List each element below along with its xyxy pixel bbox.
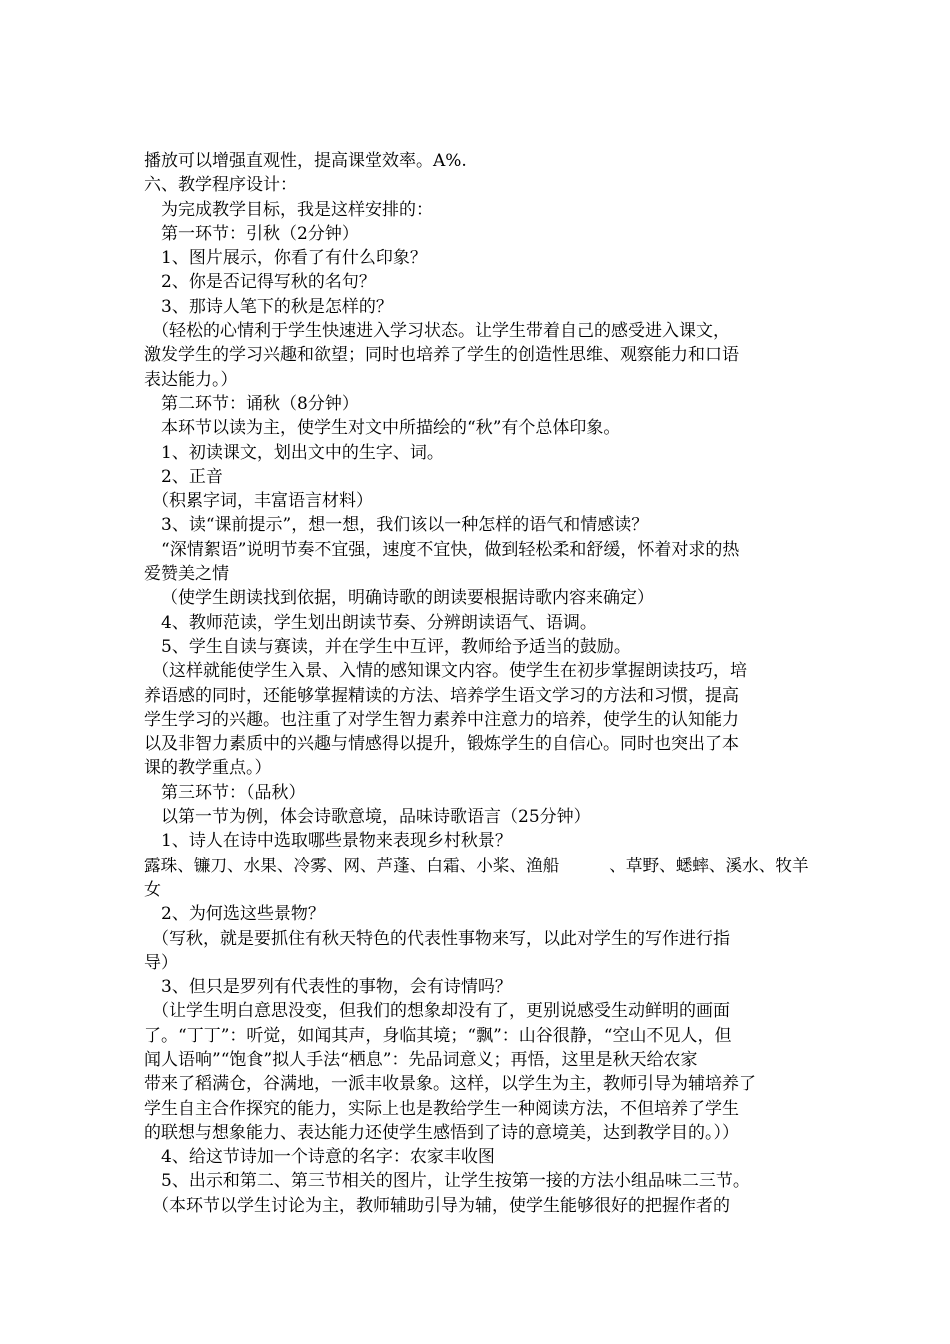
list-item: 3、但只是罗列有代表性的事物，会有诗情吗？ xyxy=(161,977,512,998)
list-item: 2、正音 xyxy=(161,466,223,487)
text-line: 学生自主合作探究的能力，实际上也是教给学生一种阅读方法，不但培养了学生 xyxy=(144,1098,739,1119)
text-line: 爱赞美之情 xyxy=(144,564,229,585)
text-line xyxy=(144,854,808,878)
text-line: 表达能力。） xyxy=(144,369,238,390)
text-line: （积累字词，丰富语言材料） xyxy=(152,491,373,512)
list-item: 5、出示和第二、第三节相关的图片，让学生按第一接的方法小组品味二三节。 xyxy=(161,1171,750,1192)
text-line: （写秋，就是要抓住有秋天特色的代表性事物来写，以此对学生的写作进行指 xyxy=(152,928,730,949)
text-line: 带来了稻满仓，谷满地，一派丰收景象。这样，以学生为主，教师引导为辅培养了 xyxy=(144,1074,756,1095)
text-line: 的联想与想象能力、表达能力还使学生感悟到了诗的意境美，达到教学目的。）） xyxy=(144,1122,739,1143)
list-item: 1、初读课文，划出文中的生字、词。 xyxy=(161,442,444,463)
stage-heading: 第一环节：引秋（2分钟） xyxy=(161,223,359,244)
list-item: 1、诗人在诗中选取哪些景物来表现乡村秋景？ xyxy=(161,831,512,852)
text-line: 本环节以读为主，使学生对文中所描绘的“秋”有个总体印象。 xyxy=(161,418,621,439)
list-item: 5、学生自读与赛读，并在学生中互评，教师给予适当的鼓励。 xyxy=(161,636,631,657)
list-item: 4、教师范读，学生划出朗读节奏、分辨朗读语气、语调。 xyxy=(161,612,597,633)
list-item: 1、图片展示，你看了有什么印象？ xyxy=(161,248,427,269)
section-heading: 六、教学程序设计： xyxy=(144,175,297,196)
stage-heading: 第三环节：（品秋） xyxy=(161,782,306,803)
text-line: 导） xyxy=(144,952,178,973)
text-line: 课的教学重点。） xyxy=(144,758,272,779)
list-item: 3、读“课前提示”，想一想，我们该以一种怎样的语气和情感读？ xyxy=(161,515,649,536)
document-page xyxy=(144,149,808,1218)
text-line: 学生学习的兴趣。也注重了对学生智力素养中注意力的培养，使学生的认知能力 xyxy=(144,709,739,730)
list-item: 3、那诗人笔下的秋是怎样的？ xyxy=(161,296,393,317)
list-item: 2、你是否记得写秋的名句？ xyxy=(161,272,376,293)
list-item: 4、给这节诗加一个诗意的名字：农家丰收图 xyxy=(161,1147,495,1168)
text-line: 闻人语响”“饱食”拟人手法“栖息”：先品词意义；再悟，这里是秋天给农家 xyxy=(144,1049,698,1070)
text-line: 以第一节为例，体会诗歌意境，品味诗歌语言（25分钟） xyxy=(161,807,591,828)
text-line: 养语感的同时，还能够掌握精读的方法、培养学生语文学习的方法和习惯，提高 xyxy=(144,685,739,706)
stage-heading: 第二环节：诵秋（8分钟） xyxy=(161,393,359,414)
text-line: （本环节以学生讨论为主，教师辅助引导为辅，使学生能够很好的把握作者的 xyxy=(152,1195,730,1216)
text-line: （这样就能使学生入景、入情的感知课文内容。使学生在初步掌握朗读技巧，培 xyxy=(152,661,747,682)
text-line: （让学生明白意思没变，但我们的想象却没有了，更别说感受生动鲜明的画面 xyxy=(152,1001,730,1022)
text-line: “深情絮语”说明节奏不宜强，速度不宜快，做到轻松柔和舒缓，怀着对求的热 xyxy=(161,539,740,560)
list-item: 2、为何选这些景物？ xyxy=(161,904,325,925)
text-line: 为完成教学目标，我是这样安排的： xyxy=(161,199,433,220)
scenery-list-part-2: 、草野、蟋蟀、溪水、牧羊 xyxy=(609,855,809,875)
text-line: 女 xyxy=(144,879,161,900)
text-line: 播放可以增强直观性，提高课堂效率。A%. xyxy=(144,151,467,171)
text-line: 以及非智力素质中的兴趣与情感得以提升，锻炼学生的自信心。同时也突出了本 xyxy=(144,734,739,755)
text-line: 了。“丁丁”：听觉，如闻其声，身临其境；“飘”：山谷很静，“空山不见人，但 xyxy=(144,1025,732,1046)
text-line: 激发学生的学习兴趣和欲望；同时也培养了学生的创造性思维、观察能力和口语 xyxy=(144,345,739,366)
text-line: （使学生朗读找到依据，明确诗歌的朗读要根据诗歌内容来确定） xyxy=(161,588,654,609)
scenery-list-part-1: 露珠、镰刀、水果、冷雾、网、芦蓬、白霜、小桨、渔船 xyxy=(144,855,560,875)
text-line: （轻松的心情利于学生快速进入学习状态。让学生带着自己的感受进入课文， xyxy=(152,321,730,342)
